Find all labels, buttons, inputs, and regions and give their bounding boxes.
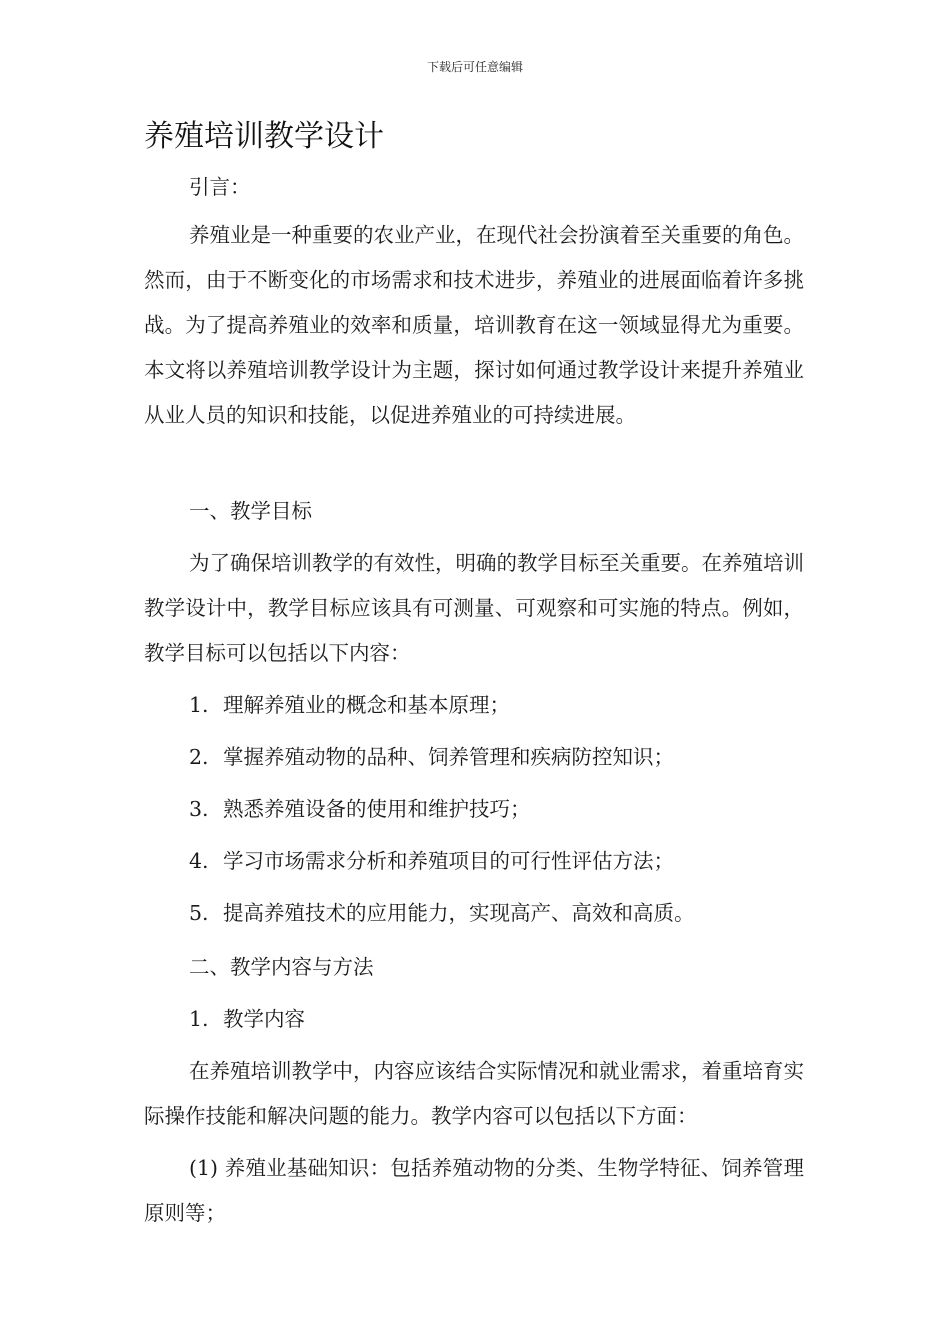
intro-label: 引言：	[189, 175, 251, 199]
subsection-title: 教学内容	[223, 1007, 305, 1031]
list-item-text: 熟悉养殖设备的使用和维护技巧；	[223, 797, 531, 821]
section-heading-objectives: 一、教学目标	[189, 499, 312, 523]
list-item-text: 掌握养殖动物的品种、饲养管理和疾病防控知识；	[223, 745, 674, 769]
section-heading-content-methods: 二、教学内容与方法	[189, 955, 374, 979]
list-item	[189, 742, 674, 772]
list-item-text: 学习市场需求分析和养殖项目的可行性评估方法；	[223, 849, 674, 873]
content-paragraph: 在养殖培训教学中，内容应该结合实际情况和就业需求，着重培育实际操作技能和解决问题的能力。教学内容可以包括以下方面：	[144, 1059, 804, 1128]
subsection-number: 1.	[189, 1007, 209, 1031]
list-item	[189, 794, 531, 824]
objectives-paragraph: 为了确保培训教学的有效性，明确的教学目标至关重要。在养殖培训教学设计中，教学目标应该具有可测量、可观察和可实施的特点。例如，教学目标可以包括以下内容：	[144, 551, 804, 665]
list-item	[189, 690, 510, 720]
list-item	[189, 898, 695, 928]
list-item-number: 3.	[189, 797, 209, 821]
document-title: 养殖培训教学设计	[144, 119, 384, 154]
list-item-number: 4.	[189, 849, 209, 873]
list-item-number: 1.	[189, 693, 209, 717]
intro-paragraph: 养殖业是一种重要的农业产业，在现代社会扮演着至关重要的角色。然而，由于不断变化的市场需求和技术进步，养殖业的进展面临着许多挑战。为了提高养殖业的效率和质量，培训教育在这一领域显得尤为重要。本文将以养殖培训教学设计为主题，探讨如何通过教学设计来提升养殖业从业人员的知识和技能，以促进养殖业的可持续进展。	[144, 223, 804, 427]
subsection-heading	[189, 1004, 305, 1034]
list-item	[189, 846, 674, 876]
content-item: (1) 养殖业基础知识：包括养殖动物的分类、生物学特征、饲养管理原则等；	[144, 1156, 804, 1225]
list-item-text: 提高养殖技术的应用能力，实现高产、高效和高质。	[223, 901, 695, 925]
list-item-number: 2.	[189, 745, 209, 769]
list-item-text: 理解养殖业的概念和基本原理；	[223, 693, 510, 717]
header-note: 下载后可任意编辑	[426, 60, 523, 74]
list-item-number: 5.	[189, 901, 209, 925]
